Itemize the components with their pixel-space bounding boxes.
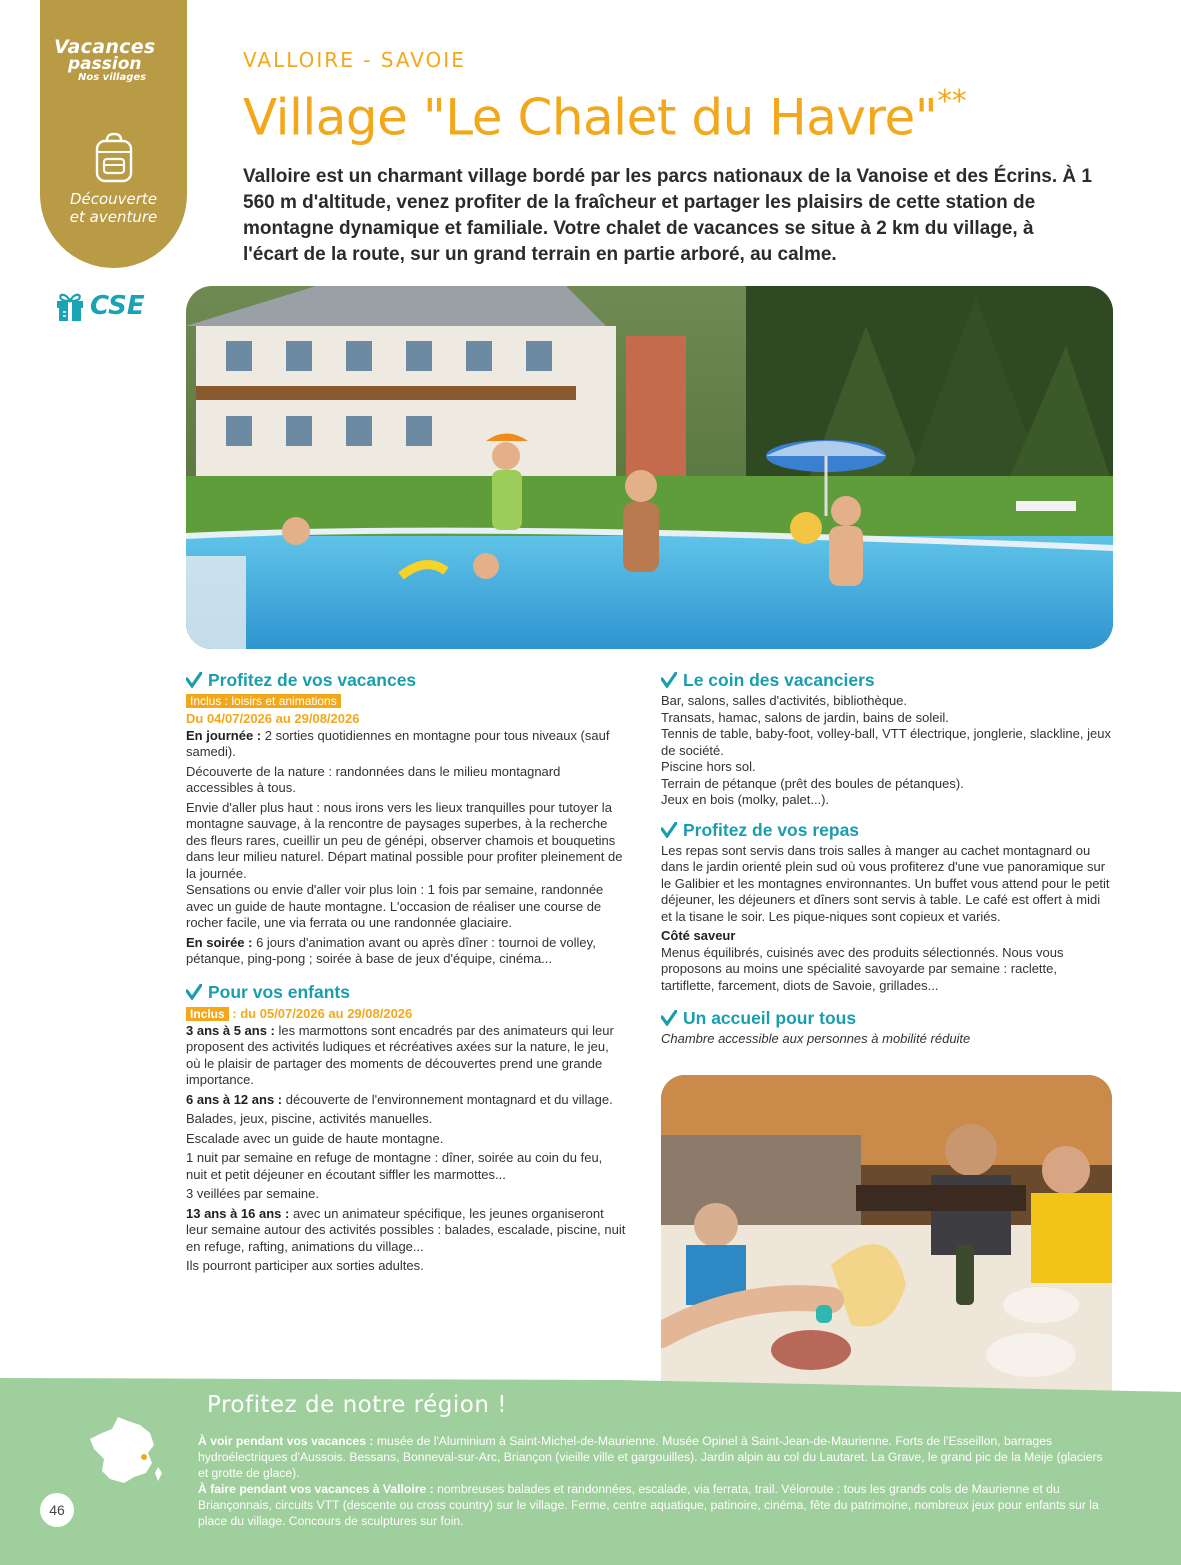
paragraph: Envie d'aller plus haut : nous irons vers les lieux tranquilles pour tutoyer la montagne sauvage, à la rencontre de paysages superbes, à la recherche des fleurs rares, cueillir un peu de génépi, observer chamois et bouquetins dans leur milieu naturel. Départ matinal possible pour profiter pleinement de la journée. — [186, 799, 623, 881]
paragraph — [186, 1023, 626, 1089]
region-label: VALLOIRE - SAVOIE — [243, 48, 466, 72]
brand-line-3: Nos villages — [78, 72, 147, 83]
gift-icon — [55, 290, 85, 322]
included-badge: Inclus : loisirs et animations — [186, 694, 341, 708]
title-stars: ** — [937, 84, 967, 119]
paragraph: Escalade avec un guide de haute montagne. — [186, 1130, 444, 1146]
section-accueil-title — [661, 1007, 1113, 1029]
paragraph-lead: En soirée : — [186, 934, 253, 950]
theme-label — [40, 190, 187, 226]
amenities-list — [661, 693, 1113, 809]
brand-line-2: passion — [68, 54, 142, 74]
check-icon — [186, 672, 202, 688]
brand-logo — [54, 38, 174, 84]
theme-line-1: Découverte — [69, 190, 158, 208]
region-band-text — [198, 1433, 1114, 1529]
right-column — [661, 669, 1113, 1051]
paragraph: Chambre accessible aux personnes à mobilité réduite — [661, 1031, 971, 1046]
paragraph: 3 veillées par semaine. — [186, 1186, 319, 1201]
section-coin-label: Le coin des vacanciers — [683, 670, 875, 690]
cse-badge — [55, 290, 145, 322]
theme-sidebar-tab — [40, 0, 187, 268]
paragraph-lead: En journée : — [186, 727, 262, 743]
paragraph-lead: À faire pendant vos vacances à Valloire : — [198, 1482, 434, 1496]
section-enfants-label: Pour vos enfants — [208, 981, 350, 1002]
france-map-icon — [88, 1415, 164, 1487]
list-item: Transats, hamac, salons de jardin, bains de soleil. — [661, 709, 949, 725]
section-repas-label: Profitez de vos repas — [683, 819, 860, 840]
check-icon — [186, 984, 202, 1000]
paragraph-text: 2 sorties quotidiennes en montagne pour tous niveaux (sauf samedi). — [186, 727, 610, 759]
date-range-text: : du 05/07/2026 au 29/08/2026 — [228, 1005, 413, 1021]
section-enfants-title — [186, 981, 626, 1003]
raclette-photo — [661, 1075, 1112, 1403]
check-icon — [661, 672, 677, 688]
paragraph-text: avec un animateur spécifique, les jeunes organiseront leur semaine autour des activités possibles : balades, escalade, piscine, nuit en refuge, rafting, animations du village... — [186, 1205, 626, 1254]
paragraph — [186, 1206, 626, 1256]
paragraph — [198, 1433, 1114, 1481]
section-vacances-title — [186, 669, 626, 691]
paragraph: Balades, jeux, piscine, activités manuelles. — [186, 1111, 433, 1126]
intro-paragraph: Valloire est un charmant village bordé par les parcs nationaux de la Vanoise et des Écrins. À 1 560 m d'altitude, venez profiter de la fraîcheur et partager les plaisirs de cette station de montagne dynamique et familiale. Votre chalet de vacances se situe à 2 km du village, à l'écart de la route, sur un grand terrain en partie arboré, au calme. — [243, 166, 1092, 265]
paragraph — [186, 1092, 626, 1109]
cse-label: CSE — [90, 291, 145, 321]
section-accueil-label: Un accueil pour tous — [683, 1008, 857, 1028]
section-vacances-label: Profitez de vos vacances — [208, 670, 417, 690]
date-range: Du 04/07/2026 au 29/08/2026 — [186, 710, 360, 726]
paragraph-lead: 6 ans à 12 ans : — [186, 1091, 283, 1107]
paragraph-text: 6 jours d'animation avant ou après dîner : tournoi de volley, pétanque, ping-pong ; soirée à base de jeux d'équipe, cinéma... — [186, 934, 596, 966]
paragraph: Découverte de la nature : randonnées dans le milieu montagnard accessibles à tous. — [186, 763, 561, 795]
paragraph-lead: 3 ans à 5 ans : — [186, 1022, 275, 1038]
check-icon — [661, 1010, 677, 1026]
paragraph-lead: À voir pendant vos vacances : — [198, 1434, 374, 1448]
included-badge: Inclus — [186, 1007, 229, 1021]
backpack-icon — [93, 132, 135, 184]
section-repas-title — [661, 819, 1113, 841]
section-coin-title — [661, 669, 1113, 691]
paragraph: Sensations ou envie d'aller voir plus loin : 1 fois par semaine, randonnée avec un guide de haute montagne. L'occasion de réaliser une course de rocher facile, une via ferrata ou une randonnée glaciaire. — [186, 882, 604, 930]
paragraph: Les repas sont servis dans trois salles à manger au cachet montagnard ou dans le jardin orienté plein sud où vous profiterez d'une vue panoramique sur le Galibier et les montagnes environnantes. Un buffet vous attend pour le petit déjeuner, les déjeuners et dîners sont servis à table. Le café est offert à midi et la tisane le soir. Les pique-niques sont copieux et variés. — [661, 842, 1110, 924]
paragraph-text: découverte de l'environnement montagnard et du village. — [282, 1091, 613, 1107]
list-item: Terrain de pétanque (prêt des boules de pétanques). — [661, 775, 964, 791]
paragraph-lead: 13 ans à 16 ans : — [186, 1205, 290, 1221]
paragraph — [186, 935, 626, 968]
list-item: Jeux en bois (molky, palet...). — [661, 792, 830, 807]
page-title — [243, 74, 966, 152]
pool-photo — [186, 286, 1113, 649]
paragraph: Ils pourront participer aux sorties adultes. — [186, 1258, 424, 1273]
list-item: Piscine hors sol. — [661, 759, 756, 774]
title-text: Village "Le Chalet du Havre" — [243, 88, 938, 147]
sub-heading: Côté saveur — [661, 928, 736, 943]
left-column — [186, 669, 626, 1278]
paragraph-text: nombreuses balades et randonnées, escalade, via ferrata, trail. Véloroute : tous les grands cols de Maurienne et du Briançonnais, circuits VTT (descente ou cross country) sur le village. Ferme, centre aquatique, patinoire, cinéma, fête du patrimoine, nombreux jeux pour enfants sur la place du village. Concours de sculptures sur foin. — [198, 1482, 1099, 1528]
list-item: Tennis de table, baby-foot, volley-ball, VTT électrique, jonglerie, slackline, jeux de société. — [661, 726, 1111, 758]
paragraph: 1 nuit par semaine en refuge de montagne : dîner, soirée au coin du feu, nuit et petit déjeuner en écoutant siffler les marmottes... — [186, 1150, 603, 1182]
check-icon — [661, 822, 677, 838]
page-number: 46 — [40, 1493, 74, 1527]
paragraph-text: musée de l'Aluminium à Saint-Michel-de-Maurienne. Musée Opinel à Saint-Jean-de-Maurienne. Forts de l'Esseillon, barrages hydroélectriques d'Aussois. Bessans, Bonneval-sur-Arc, Briançon (vieille ville et gargouilles). Jardin alpin au col du Lautaret. La Grave, le grand pic de la Meije (glaciers et grotte de glace). — [198, 1434, 1103, 1480]
brand-line-1: Vacances — [54, 36, 156, 58]
paragraph: Menus équilibrés, cuisinés avec des produits sélectionnés. Nous vous proposons au moins une spécialité savoyarde par semaine : raclette, tartiflette, farcement, diots de Savoie, grillades... — [661, 944, 1064, 993]
region-band-title: Profitez de notre région ! — [207, 1392, 507, 1418]
list-item: Bar, salons, salles d'activités, bibliothèque. — [661, 693, 908, 708]
paragraph — [186, 728, 626, 761]
paragraph — [198, 1481, 1114, 1529]
paragraph-text: les marmottons sont encadrés par des animateurs qui leur proposent des activités ludiques et récréatives axées sur la nature, le jeu, où le plaisir de partager des moments de découvertes prend une grande importance. — [186, 1022, 614, 1087]
date-range — [186, 1005, 626, 1023]
theme-line-2: et aventure — [69, 208, 158, 226]
